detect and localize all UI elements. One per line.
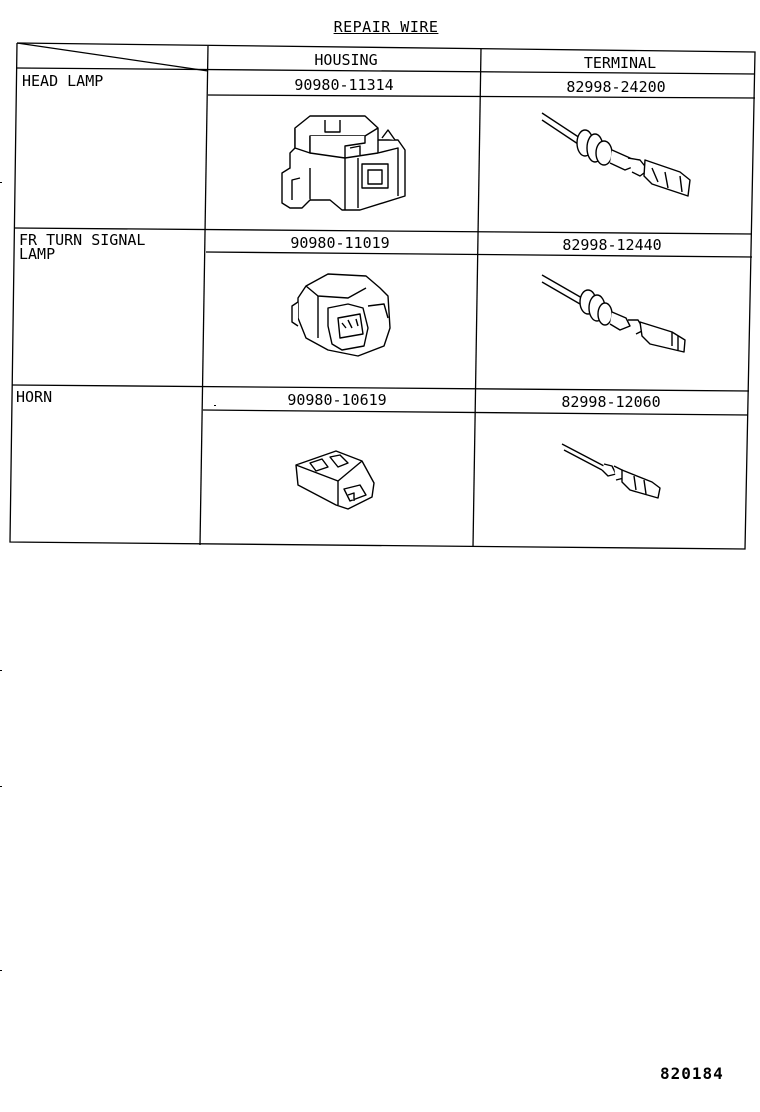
scan-mark [0, 786, 2, 787]
row-label-head-lamp: HEAD LAMP [22, 72, 104, 90]
scan-mark [0, 970, 2, 971]
terminal-bare-icon [560, 440, 670, 510]
housing-part-number-horn: 90980-10619 [287, 391, 387, 409]
scan-mark [214, 405, 216, 406]
terminal-part-number-head-lamp: 82998-24200 [566, 78, 666, 96]
turn-signal-housing-connector-icon [288, 268, 418, 368]
housing-part-number-head-lamp: 90980-11314 [294, 76, 394, 94]
scan-mark [0, 670, 2, 671]
terminal-with-seal-icon [540, 270, 700, 365]
terminal-with-seal-icon [540, 108, 700, 208]
figure-code: 820184 [660, 1064, 724, 1083]
row-label-horn: HORN [16, 388, 53, 406]
terminal-part-number-horn: 82998-12060 [561, 393, 661, 411]
column-header-terminal: TERMINAL [583, 54, 657, 72]
horn-housing-connector-icon [288, 445, 388, 515]
terminal-part-number-fr-turn-signal: 82998-12440 [562, 236, 662, 254]
row-label-fr-turn-signal-line2: LAMP [19, 245, 56, 263]
headlamp-housing-connector-icon [270, 108, 420, 218]
row-label-fr-turn-signal-line1: FR TURN SIGNAL [19, 231, 146, 249]
page-title: REPAIR WIRE [333, 18, 439, 36]
column-header-housing: HOUSING [314, 51, 378, 69]
scan-mark [0, 182, 2, 183]
housing-part-number-fr-turn-signal: 90980-11019 [290, 234, 390, 252]
